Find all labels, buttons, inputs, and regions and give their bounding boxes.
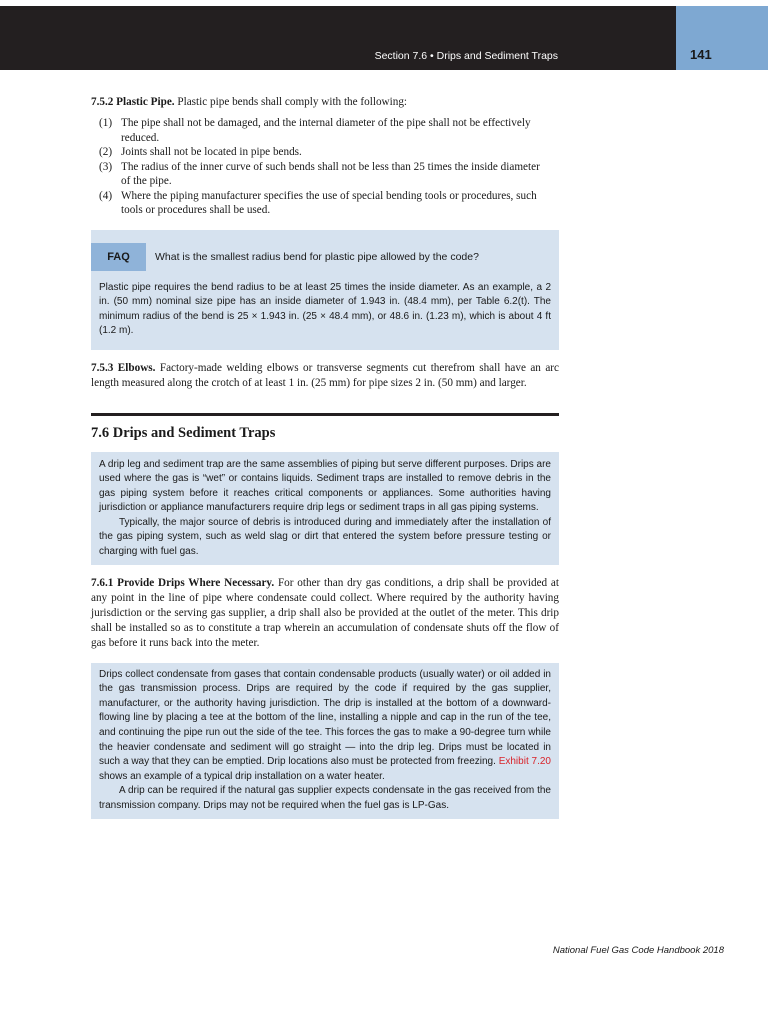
commentary-paragraph: A drip leg and sediment trap are the same assemblies of piping but serve different purposes. Drips are used where the gas is “wet” or contains liquids. Sediment traps are installed to remove debris in the gas piping system before it reaches critical components or appliances. Some authorities having jurisdiction or appliance manufacturers require drip legs or sediment traps in all gas piping systems.	[99, 458, 551, 514]
page-footer: National Fuel Gas Code Handbook 2018	[552, 945, 724, 956]
text-7-6-1: For other than dry gas conditions, a drip shall be provided at any point in the line of pipe where condensate could collect. Where required by the authority having jurisdiction or the serving gas supplier, a drip shall also be provided at the outlet of the meter. This drip shall be installed so as to constitute a trap wherein an accumulation of condensate shuts off the flow of gas before it runs back into the meter.	[91, 576, 559, 649]
section-7-5-3	[91, 361, 559, 391]
list-item	[91, 189, 559, 218]
text-7-5-3: Factory-made welding elbows or transverse segments cut therefrom shall have an arc length measured along the crotch of at least 1 in. (25 mm) for pipe sizes 2 in. (50 mm) and larger.	[91, 361, 559, 389]
commentary-box-7-6-1	[91, 663, 559, 819]
heading-7-6: 7.6 Drips and Sediment Traps	[91, 424, 276, 441]
plastic-pipe-requirements	[91, 116, 559, 218]
commentary-paragraph: A drip can be required if the natural gas supplier expects condensate in the gas received from the transmission company. Drips may not be required when the fuel gas is LP-Gas.	[99, 785, 551, 811]
heading-7-5-2: 7.5.2 Plastic Pipe.	[91, 96, 175, 108]
running-header	[0, 6, 676, 70]
item-number: (2)	[99, 146, 113, 158]
section-7-6-1	[91, 576, 559, 651]
item-number: (3)	[99, 160, 113, 173]
item-text: The pipe shall not be damaged, and the internal diameter of the pipe shall not be effectively reduced.	[121, 117, 531, 144]
section-divider	[91, 413, 559, 416]
commentary-paragraph: Typically, the major source of debris is introduced during and immediately after the installation of the gas piping system, such as weld slag or dirt that entered the system before pressure testing or charging with fuel gas.	[99, 516, 551, 558]
faq-question: What is the smallest radius bend for plastic pipe allowed by the code?	[155, 250, 479, 263]
faq-answer: Plastic pipe requires the bend radius to be at least 25 times the inside diameter. As an example, a 2 in. (50 mm) nominal size pipe has an inside diameter of 1.943 in. (48.4 mm), per Table 6.2(t). The minimum radius of the bend is 25 × 1.943 in. (25 × 48.4 mm), or 48.6 in. (1.23 m), which is about 4 ft (1.2 m).	[99, 281, 551, 337]
commentary-paragraph	[99, 668, 551, 785]
heading-7-5-3: 7.5.3 Elbows.	[91, 361, 156, 374]
faq-box	[91, 230, 559, 350]
faq-tag: FAQ	[91, 243, 146, 271]
item-text: The radius of the inner curve of such bends shall not be less than 25 times the inside diameter of the pipe.	[121, 160, 540, 187]
exhibit-link[interactable]: Exhibit 7.20	[498, 756, 551, 768]
list-item	[91, 160, 559, 189]
commentary-text: shows an example of a typical drip installation on a water heater.	[99, 770, 385, 782]
item-number: (1)	[99, 117, 113, 129]
page-number-box	[676, 6, 768, 70]
commentary-text: Drips collect condensate from gases that contain condensable products (usually water) or oil added in the gas transmission process. Drips are required by the code if required by the gas supplier, manufacturer, or the authority having jurisdiction. The drip is installed at the bottom of a downward-flowing line by placing a tee at the bottom of the line, installing a nipple and cap in the run of the tee, and continuing the pipe run out the side of the tee. This forces the gas to make a 90-degree turn while the heavier condensate and sediment will go straight — into the drip leg. Drips must be located in such a way that they can be emptied. Drip locations also must be protected from freezing.	[99, 668, 551, 768]
page-content	[91, 95, 559, 819]
item-number: (4)	[99, 189, 113, 202]
page-number: 141	[690, 47, 712, 62]
heading-7-6-1: 7.6.1 Provide Drips Where Necessary.	[91, 576, 275, 589]
list-item	[91, 145, 559, 160]
section-7-5-2	[91, 95, 559, 110]
list-item	[91, 116, 559, 145]
section-title: Section 7.6 • Drips and Sediment Traps	[374, 50, 558, 62]
commentary-box-7-6	[91, 452, 559, 565]
item-text: Joints shall not be located in pipe bends.	[121, 146, 302, 158]
item-text: Where the piping manufacturer specifies the use of special bending tools or procedures, such tools or procedures shall be used.	[121, 189, 537, 216]
intro-7-5-2: Plastic pipe bends shall comply with the following:	[174, 96, 408, 108]
